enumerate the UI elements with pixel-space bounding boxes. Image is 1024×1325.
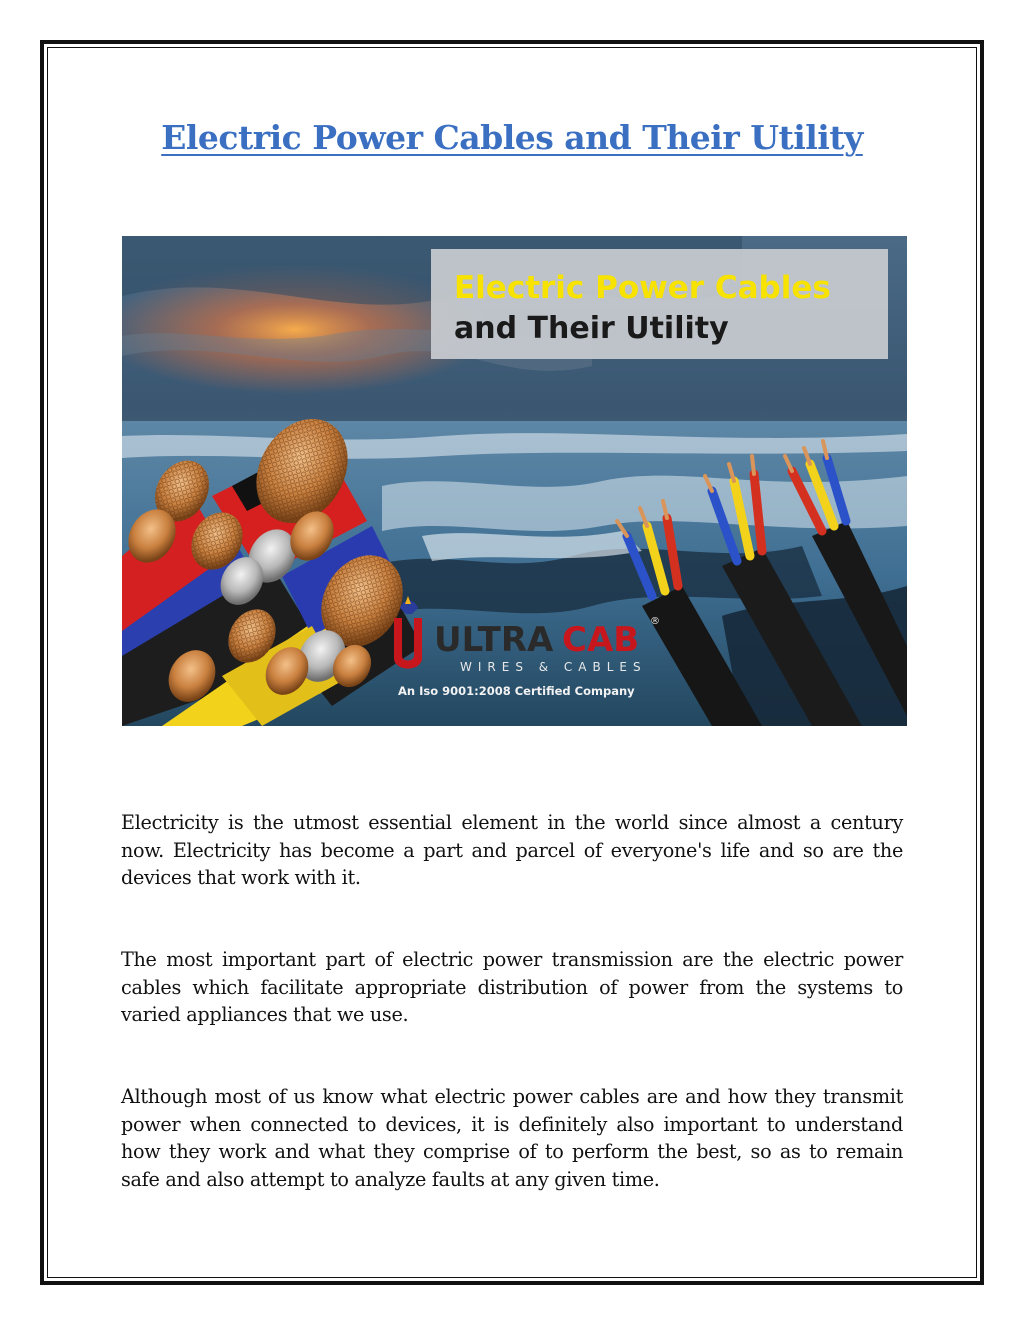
- brand-certification: An Iso 9001:2008 Certified Company: [398, 684, 635, 698]
- paragraph-1: Electricity is the utmost essential element in the world since almost a century now. Electricity has become a part and parcel of everyone's life and so are the devices that work with it.: [121, 811, 903, 889]
- banner-image: [122, 236, 907, 726]
- brand-subtitle: WIRES & CABLES: [460, 660, 647, 674]
- brand-ultra: ULTRA: [434, 620, 554, 660]
- brand-registered: ®: [650, 616, 660, 627]
- page-title: Electric Power Cables and Their Utility: [161, 118, 863, 157]
- paragraph-2: The most important part of electric power transmission are the electric power cables which facilitate appropriate distribution of power from the systems to varied appliances that we use.: [121, 948, 903, 1026]
- paragraph-3: Although most of us know what electric power cables are and how they transmit power when connected to devices, it is definitely also important to understand how they work and what they comprise of to perform the best, so as to remain safe and also attempt to analyze faults at any given time.: [121, 1085, 903, 1191]
- banner-headline-line1: Electric Power Cables: [454, 270, 831, 306]
- brand-cab: CAB: [562, 620, 640, 660]
- banner-headline-line2: and Their Utility: [454, 311, 729, 346]
